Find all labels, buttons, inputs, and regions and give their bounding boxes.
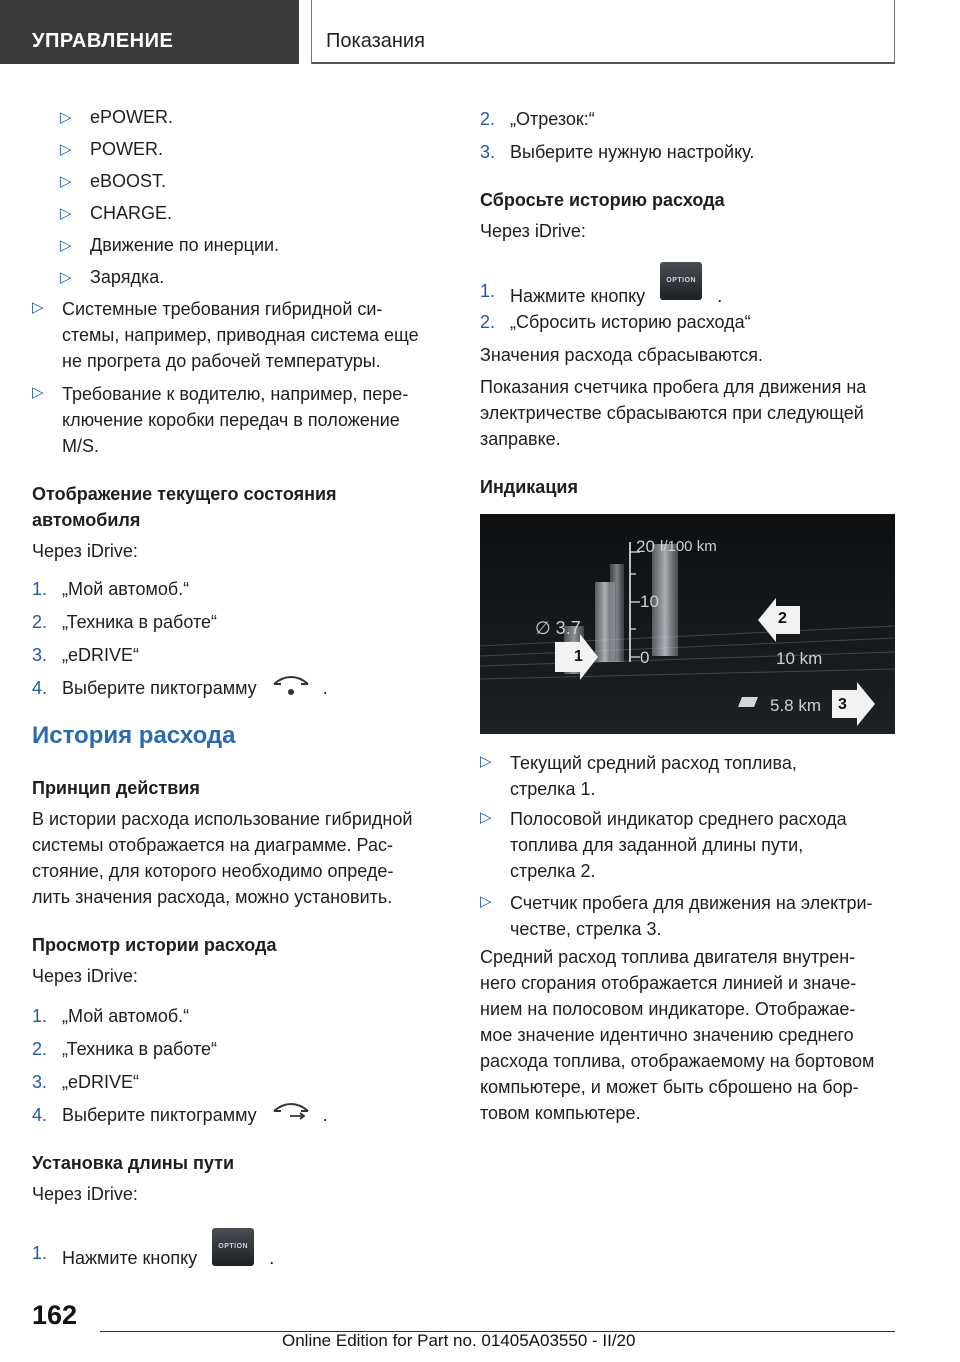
triangle-bullet-icon: ▷ [480,893,492,910]
summary-text: расхода топлива, отображаемому на бортовом [480,1051,875,1071]
triangle-bullet-icon: ▷ [60,141,72,158]
footer-edition: Online Edition for Part no. 01405A03550 - II/20 [282,1331,636,1350]
avg-consumption: ∅ 3.7 [535,618,581,638]
via-idrive: Через iDrive: [32,966,138,986]
bullet-text: Текущий средний расход топлива, [510,753,797,773]
step-item: 3. „eDRIVE“ [32,645,140,665]
sub-item: ▷ POWER. [60,136,163,162]
scale-mid: 10 [640,592,659,611]
sub-item: ▷ ePOWER. [60,104,173,130]
bullet-text: M/S. [62,436,100,456]
arrow-label-3: 3 [838,696,847,713]
bullet-text: ключение коробки передач в положение [62,410,400,430]
heading-consumption-history: История расхода [32,722,236,749]
summary-text: Средний расход топлива двигателя внутрен- [480,947,856,967]
option-button-icon: OPTION [660,262,702,300]
arrow-label-2: 2 [778,610,787,627]
triangle-bullet-icon: ▷ [60,109,72,126]
triangle-bullet-icon: ▷ [480,753,492,770]
bullet-text: топлива для заданной длины пути, [510,835,804,855]
step-item: 1. „Мой автомоб.“ [32,1006,190,1026]
heading-indication: Индикация [480,477,578,497]
section-header: УПРАВЛЕНИЕ [0,0,299,64]
sub-item: ▷ CHARGE. [60,200,172,226]
summary-text: компьютере, и может быть сброшено на бор- [480,1077,859,1097]
via-idrive: Через iDrive: [32,1184,138,1204]
odo-note: заправке. [480,429,561,449]
car-status-icon [270,674,312,698]
step-item: 2. „Техника в работе“ [32,1039,218,1059]
triangle-bullet-icon: ▷ [60,205,72,222]
summary-text: мое значение идентично значению среднего [480,1025,854,1045]
page-header: Показания [311,0,895,64]
bullet-text: Полосовой индикатор среднего расхода [510,809,847,829]
summary-text: товом компьютере. [480,1103,641,1123]
triangle-bullet-icon: ▷ [32,384,44,401]
heading-vehicle-status: автомобиля [32,510,141,530]
step-item: 2. „Техника в работе“ [32,612,218,632]
scale-top: 20 [636,537,655,556]
triangle-bullet-icon: ▷ [60,173,72,190]
electric-distance: 5.8 km [770,696,822,715]
reset-note: Значения расхода сбрасываются. [480,345,764,365]
consumption-display-image [480,514,895,734]
sub-item: ▷ eBOOST. [60,168,166,194]
heading-vehicle-status: Отображение текущего состояния [32,484,337,504]
sub-item: ▷ Зарядка. [60,264,164,290]
scale-zero: 0 [640,648,650,667]
bullet-text: стрелка 2. [510,861,596,881]
step-item: 1. „Мой автомоб.“ [32,579,190,599]
step-item: 2. „Отрезок:“ [480,109,595,129]
bullet-text: Счетчик пробега для движения на электри- [510,893,873,913]
step-item: 4. Выберите пиктограмму . [32,1102,328,1128]
triangle-bullet-icon: ▷ [60,237,72,254]
step-item: 3. „eDRIVE“ [32,1072,140,1092]
bullet-text: честве, стрелка 3. [510,919,662,939]
triangle-bullet-icon: ▷ [32,299,44,316]
odo-note: электричестве сбрасываются при следующей [480,403,864,423]
heading-principle: Принцип действия [32,778,200,798]
heading-trip-length: Установка длины пути [32,1153,235,1173]
bullet-text: стрелка 1. [510,779,596,799]
heading-reset-history: Сбросьте историю расхода [480,190,725,210]
sub-item: ▷ Движение по инерции. [60,232,279,258]
trip-distance: 10 km [776,649,823,668]
step-item: 2. „Сбросить историю расхода“ [480,312,751,332]
scale-unit: l/100 km [660,538,717,555]
arrow-label-1: 1 [574,648,583,665]
bullet-text: Системные требования гибридной си- [62,299,383,319]
summary-text: него сгорания отображается линией и значе- [480,973,857,993]
step-item: 4. Выберите пиктограмму . [32,675,328,701]
via-idrive: Через iDrive: [32,541,138,561]
option-button-icon: OPTION [212,1228,254,1266]
heading-view-history: Просмотр истории расхода [32,935,277,955]
bullet-text: Требование к водителю, например, пере- [62,384,409,404]
step-item: 1. Нажмите кнопку OPTION . [480,262,722,300]
principle-text: стояние, для которого необходимо опреде- [32,861,394,881]
step-item: 1. Нажмите кнопку OPTION . [32,1228,274,1266]
odo-note: Показания счетчика пробега для движения на [480,377,867,397]
car-history-icon [270,1101,312,1125]
principle-text: системы отображается на диаграмме. Рас- [32,835,393,855]
step-item: 3. Выберите нужную настройку. [480,142,755,162]
principle-text: В истории расхода использование гибридной [32,809,413,829]
principle-text: лить значения расхода, можно установить. [32,887,393,907]
triangle-bullet-icon: ▷ [60,269,72,286]
page-number: 162 [32,1300,78,1330]
bullet-text: стемы, например, приводная система еще [62,325,419,345]
via-idrive: Через iDrive: [480,221,586,241]
bullet-text: не прогрета до рабочей температуры. [62,351,381,371]
triangle-bullet-icon: ▷ [480,809,492,826]
summary-text: нием на полосовом индикаторе. Отображае- [480,999,856,1019]
